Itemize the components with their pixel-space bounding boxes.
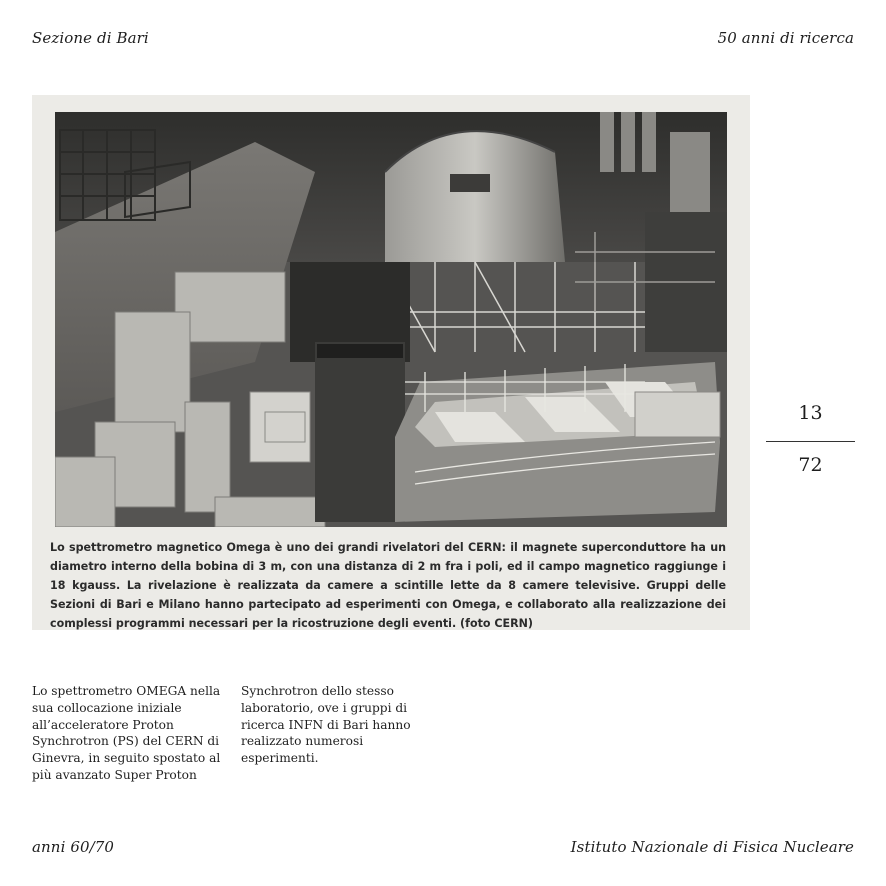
body-text-column-1: Lo spettrometro OMEGA nella sua collocazione iniziale all’acceleratore Proton Synchrotron (PS) del CERN di Ginevra, in seguito spostato al più avanzato Super Proton [32,684,221,782]
figure-plate [32,95,750,630]
page-number-current: 13 [798,402,823,424]
figure-caption: Lo spettrometro magnetico Omega è uno dei grandi rivelatori del CERN: il magnete superconduttore ha un diametro interno della bobina di 3 m, con una distanza di 2 m fra i poli, ed il campo magnetico raggiunge i 18 kgauss. La rivelazione è realizzata da camere a scintille lette da 8 camere televisive. Gruppi delle Sezioni di Bari e Milano hanno partecipato ad esperimenti con Omega, e collaborato alla realizzazione dei complessi programmi necessari per la ricostruzione degli eventi. (foto CERN) [50,541,726,630]
running-header-title: 50 anni di ricerca [717,29,854,47]
running-header-section: Sezione di Bari [32,29,149,47]
running-footer-period: anni 60/70 [32,838,115,856]
page-number-divider [766,441,855,442]
page-number-total: 72 [798,454,823,476]
photo-illustration [55,112,727,527]
running-footer-institution: Istituto Nazionale di Fisica Nucleare [570,838,854,856]
body-text-column-2: Synchrotron dello stesso laboratorio, ove i gruppi di ricerca INFN di Bari hanno realizzato numerosi esperimenti. [241,684,411,766]
omega-spectrometer-photo [55,112,727,527]
